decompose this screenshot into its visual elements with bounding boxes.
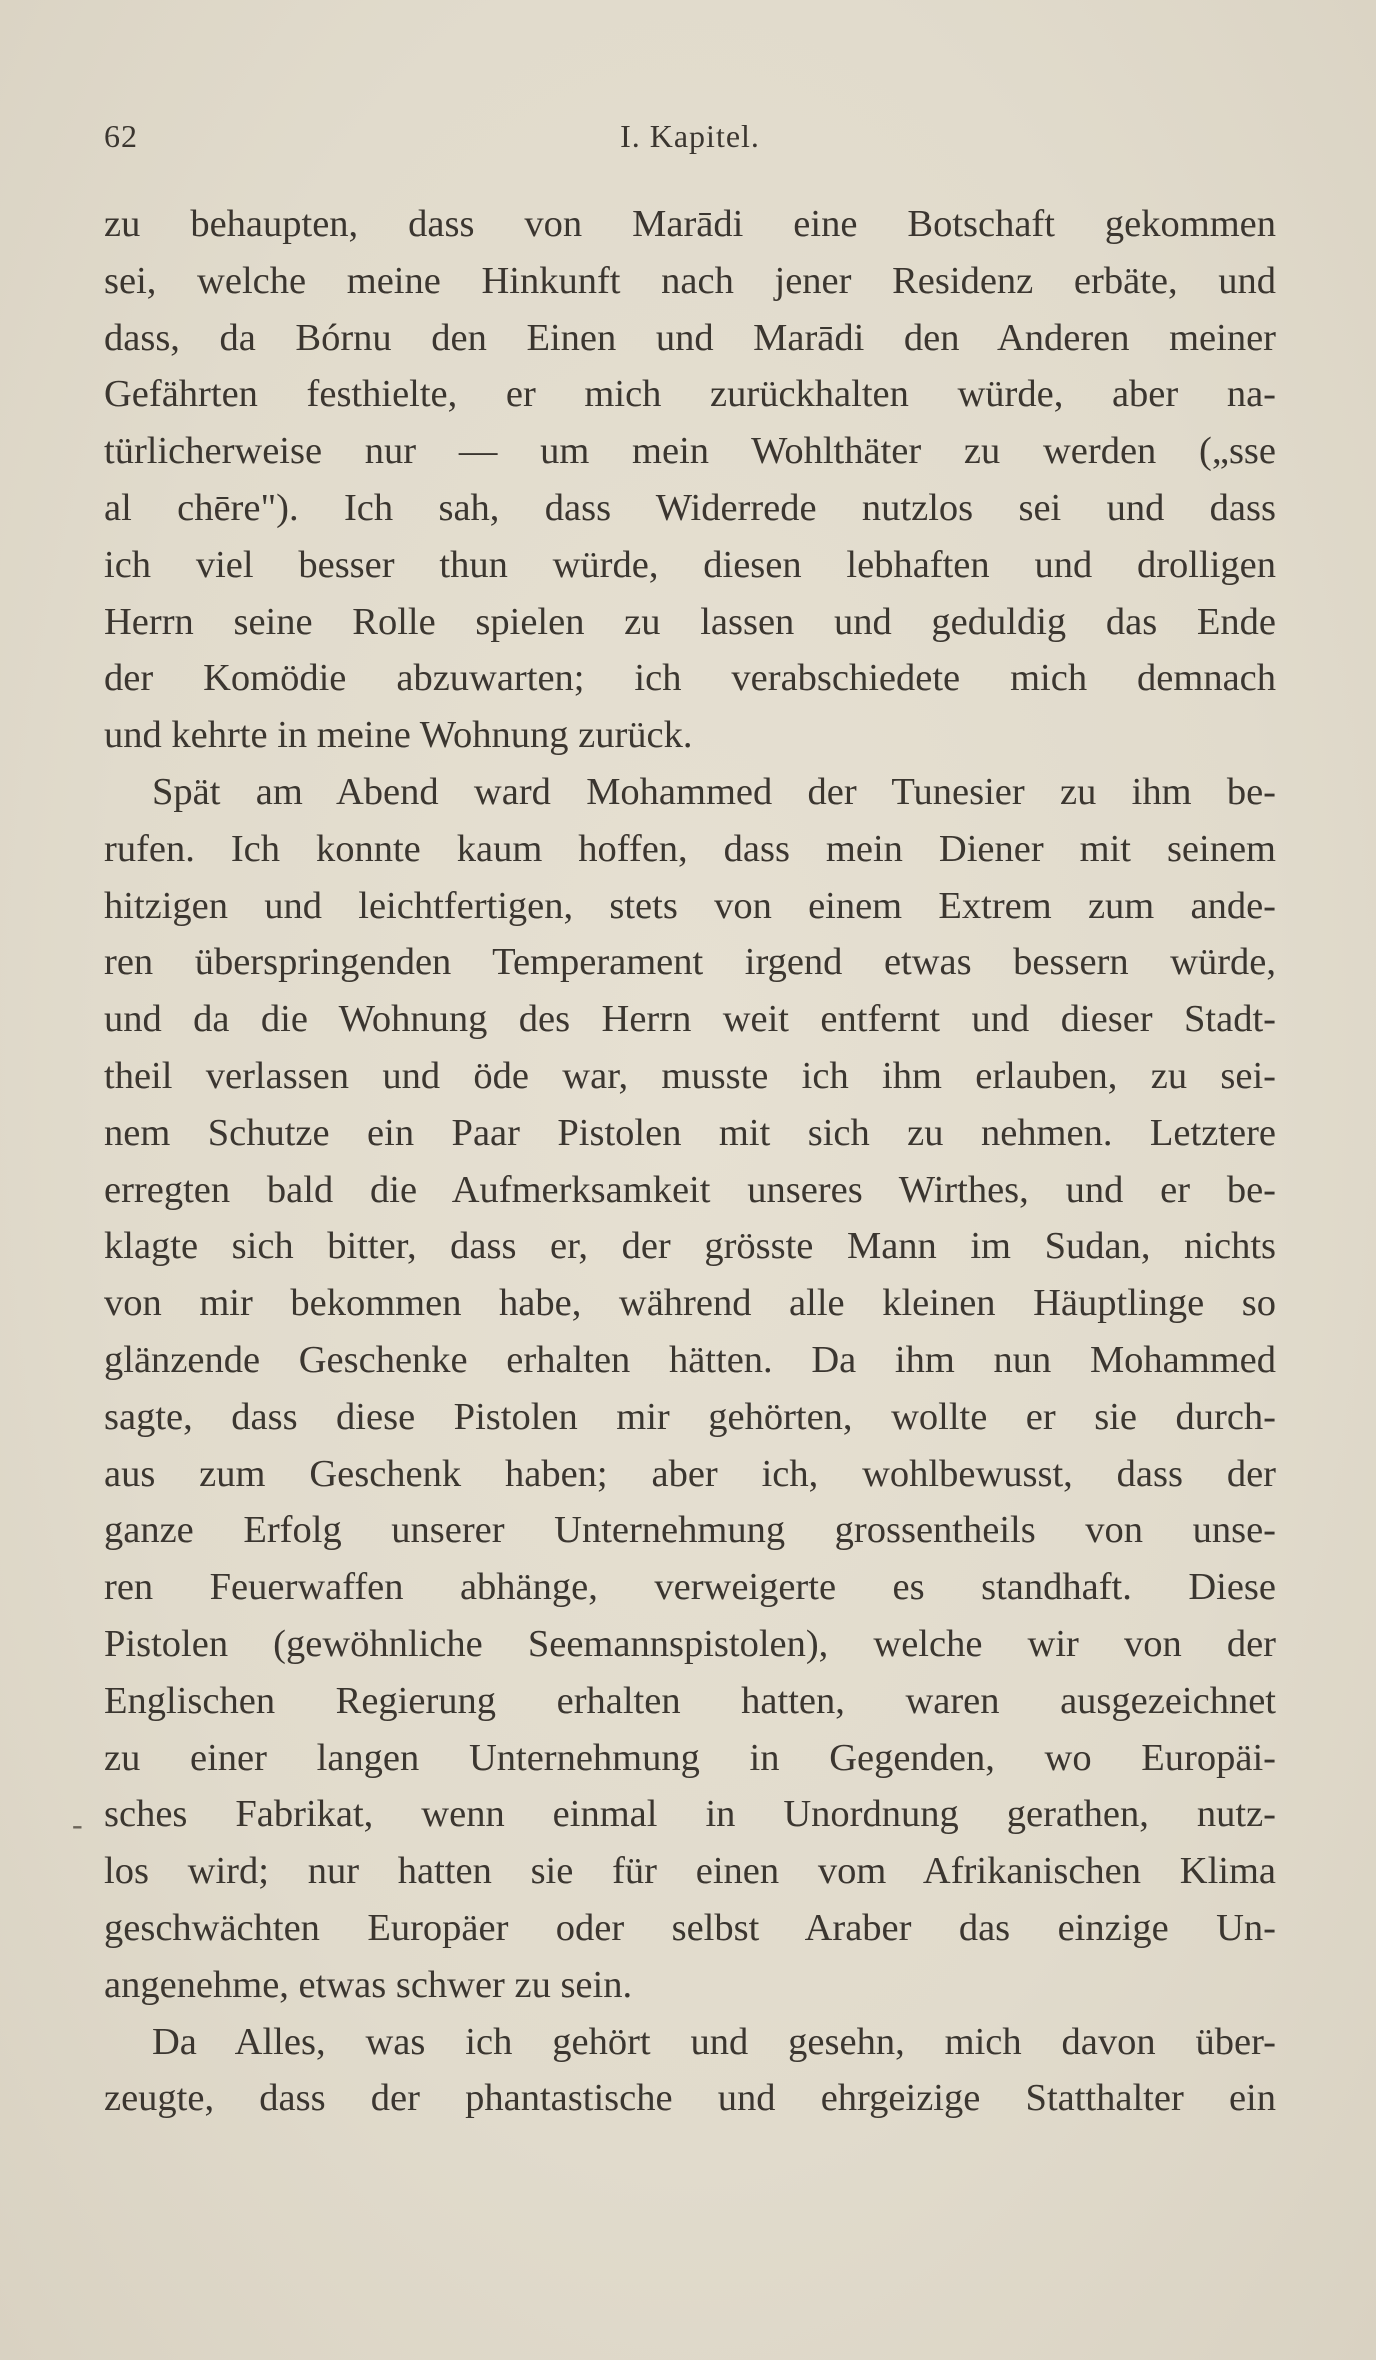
text-line: theil verlassen und öde war, musste ich ihm erlauben, zu sei-	[104, 1054, 1276, 1097]
text-line: dass, da Bórnu den Einen und Marādi den Anderen meiner	[104, 316, 1276, 359]
text-line: ganze Erfolg unserer Unternehmung grossentheils von unse-	[104, 1509, 1276, 1552]
text-line: Da Alles, was ich gehört und gesehn, mich davon über-	[152, 2020, 1276, 2063]
text-line: glänzende Geschenke erhalten hätten. Da ihm nun Mohammed	[104, 1338, 1276, 1381]
page-header	[104, 118, 1276, 158]
text-line: Herrn seine Rolle spielen zu lassen und geduldig das Ende	[104, 600, 1276, 643]
margin-mark: -	[72, 1806, 83, 1842]
text-line: Gefährten festhielte, er mich zurückhalten würde, aber na-	[104, 373, 1276, 416]
text-line: der Komödie abzuwarten; ich verabschiedete mich demnach	[104, 657, 1276, 700]
text-line: sagte, dass diese Pistolen mir gehörten, wollte er sie durch-	[104, 1395, 1276, 1438]
text-line: zeugte, dass der phantastische und ehrgeizige Statthalter ein	[104, 2077, 1276, 2120]
text-line: erregten bald die Aufmerksamkeit unseres Wirthes, und er be-	[104, 1168, 1276, 1211]
text-line: nem Schutze ein Paar Pistolen mit sich zu nehmen. Letztere	[104, 1111, 1276, 1154]
text-line: und da die Wohnung des Herrn weit entfernt und dieser Stadt-	[104, 998, 1276, 1041]
text-line: angenehme, etwas schwer zu sein.	[104, 1963, 633, 2006]
text-line: zu behaupten, dass von Marādi eine Botschaft gekommen	[104, 203, 1276, 245]
text-line: al chēre"). Ich sah, dass Widerrede nutzlos sei und dass	[104, 486, 1276, 529]
text-line: hitzigen und leichtfertigen, stets von einem Extrem zum ande-	[104, 884, 1276, 927]
text-line: sches Fabrikat, wenn einmal in Unordnung gerathen, nutz-	[104, 1793, 1276, 1836]
text-line: türlicherweise nur — um mein Wohlthäter zu werden („sse	[104, 430, 1276, 473]
body-text	[104, 196, 1276, 2127]
text-line: rufen. Ich konnte kaum hoffen, dass mein Diener mit seinem	[104, 827, 1276, 870]
text-line: ich viel besser thun würde, diesen lebhaften und drolligen	[104, 543, 1276, 586]
text-line: Englischen Regierung erhalten hatten, waren ausgezeichnet	[104, 1679, 1276, 1722]
text-line: sei, welche meine Hinkunft nach jener Residenz erbäte, und	[104, 259, 1276, 302]
text-line: ren überspringenden Temperament irgend etwas bessern würde,	[104, 941, 1276, 984]
text-line: zu einer langen Unternehmung in Gegenden, wo Europäi-	[104, 1736, 1276, 1779]
page-number: 62	[104, 118, 138, 154]
text-line: Spät am Abend ward Mohammed der Tunesier zu ihm be-	[152, 770, 1276, 813]
running-head: I. Kapitel.	[620, 118, 760, 154]
text-line: geschwächten Europäer oder selbst Araber das einzige Un-	[104, 1906, 1276, 1949]
text-line: Pistolen (gewöhnliche Seemannspistolen), welche wir von der	[104, 1622, 1276, 1665]
text-line: und kehrte in meine Wohnung zurück.	[104, 714, 693, 757]
text-line: aus zum Geschenk haben; aber ich, wohlbewusst, dass der	[104, 1452, 1276, 1495]
text-line: klagte sich bitter, dass er, der grösste Mann im Sudan, nichts	[104, 1225, 1276, 1268]
text-line: von mir bekommen habe, während alle kleinen Häuptlinge so	[104, 1282, 1276, 1325]
text-line: ren Feuerwaffen abhänge, verweigerte es standhaft. Diese	[104, 1566, 1276, 1609]
text-line: los wird; nur hatten sie für einen vom Afrikanischen Klima	[104, 1850, 1276, 1893]
